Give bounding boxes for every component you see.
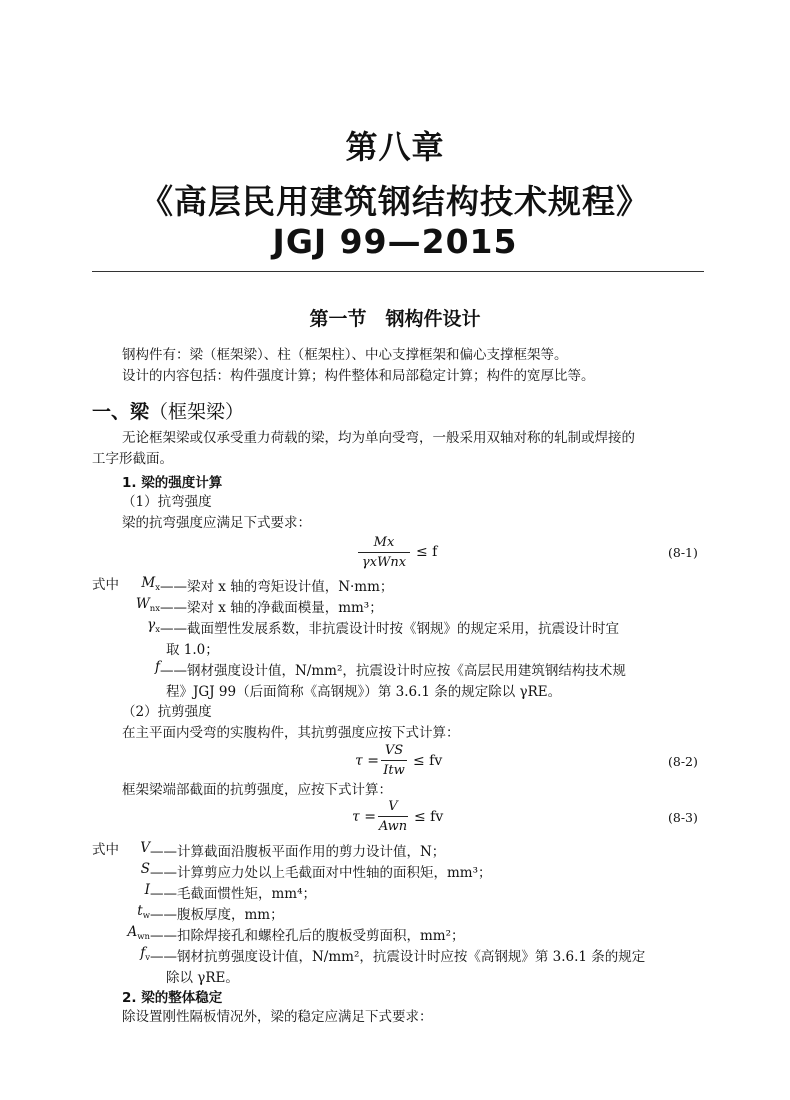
def-f: ——钢材强度设计值，N/mm²，抗震设计时应按《高层民用建筑钢结构技术规 — [160, 663, 626, 679]
intro-paragraph-1: 钢构件有：梁（框架梁）、柱（框架柱）、中心支撑框架和偏心支撑框架等。 — [122, 347, 568, 363]
shear-text-1: 在主平面内受弯的实腹构件，其抗剪强度应按下式计算： — [122, 725, 460, 741]
subheading-shear: （2）抗剪强度 — [122, 704, 212, 720]
def-symbol: $f_v$ — [140, 945, 150, 963]
intro-paragraph-2: 设计的内容包括：构件强度计算；构件整体和局部稳定计算；构件的宽厚比等。 — [122, 368, 595, 384]
beam-intro-line-1: 无论框架梁或仅承受重力荷载的梁，均为单向受弯，一般采用双轴对称的轧制或焊接的 — [122, 430, 635, 446]
beam-heading-paren: （框架梁） — [149, 401, 245, 423]
def-symbol: $M_x$ — [141, 575, 160, 593]
def-gammax: ——截面塑性发展系数，非抗震设计时按《钢规》的规定采用，抗震设计时宜 — [160, 621, 619, 637]
beam-heading-number: 一、梁 — [92, 401, 150, 423]
def-symbol: $\gamma_x$ — [147, 617, 160, 635]
subheading-bending: （1）抗弯强度 — [122, 494, 212, 510]
subheading-stability: 2. 梁的整体稳定 — [122, 990, 223, 1006]
def-fv: ——钢材抗剪强度设计值，N/mm²，抗震设计时应按《高钢规》第 3.6.1 条的规定 — [150, 949, 646, 965]
def-symbol: $W_{nx}$ — [135, 596, 160, 614]
eq2-fraction — [381, 743, 407, 778]
def-gammax-cont: 取 1.0； — [166, 642, 219, 658]
def-fv-cont: 除以 γRE。 — [166, 970, 239, 986]
def-i: ——毛截面惯性矩，mm⁴； — [150, 886, 317, 902]
chapter-title: 《高层民用建筑钢结构技术规程》 — [140, 182, 650, 221]
shear-text-2: 框架梁端部截面的抗剪强度，应按下式计算： — [122, 782, 392, 798]
def-mx: ——梁对 x 轴的弯矩设计值，N·mm； — [160, 579, 394, 595]
eq1-fraction — [358, 535, 410, 570]
beam-heading — [92, 397, 244, 424]
def-symbol: $A_{wn}$ — [127, 924, 150, 942]
eq3-relation: ≤ fv — [414, 809, 444, 825]
eq3-numerator: V — [388, 799, 398, 814]
def-tw: ——腹板厚度，mm； — [150, 907, 284, 923]
def-symbol: S — [140, 861, 150, 877]
beam-intro-line-2: 工字形截面。 — [92, 451, 173, 467]
eq1-label: (8-1) — [668, 545, 698, 560]
eq2-relation: ≤ fv — [413, 753, 443, 769]
eq2-numerator: VS — [384, 743, 404, 758]
eq1-numerator: Mx — [373, 535, 395, 550]
bending-text: 梁的抗弯强度应满足下式要求： — [122, 515, 311, 531]
where-label-2: 式中 — [92, 842, 119, 858]
def-v: ——计算截面沿腹板平面作用的剪力设计值，N； — [150, 844, 446, 860]
eq2-label: (8-2) — [668, 754, 698, 769]
section-title: 第一节 钢构件设计 — [309, 308, 481, 330]
def-awn: ——扣除焊接孔和螺栓孔后的腹板受剪面积，mm²； — [150, 928, 465, 944]
eq3-fraction — [378, 799, 408, 834]
eq3-label: (8-3) — [668, 810, 698, 825]
def-f-cont: 程》JGJ 99（后面简称《高钢规》）第 3.6.1 条的规定除以 γRE。 — [166, 684, 562, 700]
where-label-1: 式中 — [92, 577, 119, 593]
eq2-lhs: τ = — [355, 753, 379, 769]
def-symbol: I — [144, 882, 150, 898]
def-symbol: $t_w$ — [137, 903, 150, 921]
eq1-denominator: γxWnx — [361, 555, 407, 570]
eq3-lhs: τ = — [352, 809, 376, 825]
standard-code: JGJ 99—2015 — [272, 222, 518, 261]
def-symbol: V — [140, 840, 150, 856]
eq3-denominator: Awn — [378, 819, 408, 834]
eq2-denominator: Itw — [383, 763, 405, 778]
chapter-number: 第八章 — [345, 128, 445, 166]
subheading-strength: 1. 梁的强度计算 — [122, 475, 223, 491]
stability-text: 除设置刚性隔板情况外，梁的稳定应满足下式要求： — [122, 1009, 433, 1025]
eq1-relation: ≤ f — [416, 544, 438, 560]
title-divider — [92, 271, 704, 272]
def-symbol: f — [155, 659, 160, 675]
def-s: ——计算剪应力处以上毛截面对中性轴的面积矩，mm³； — [150, 865, 492, 881]
def-wnx: ——梁对 x 轴的净截面模量，mm³； — [160, 600, 383, 616]
